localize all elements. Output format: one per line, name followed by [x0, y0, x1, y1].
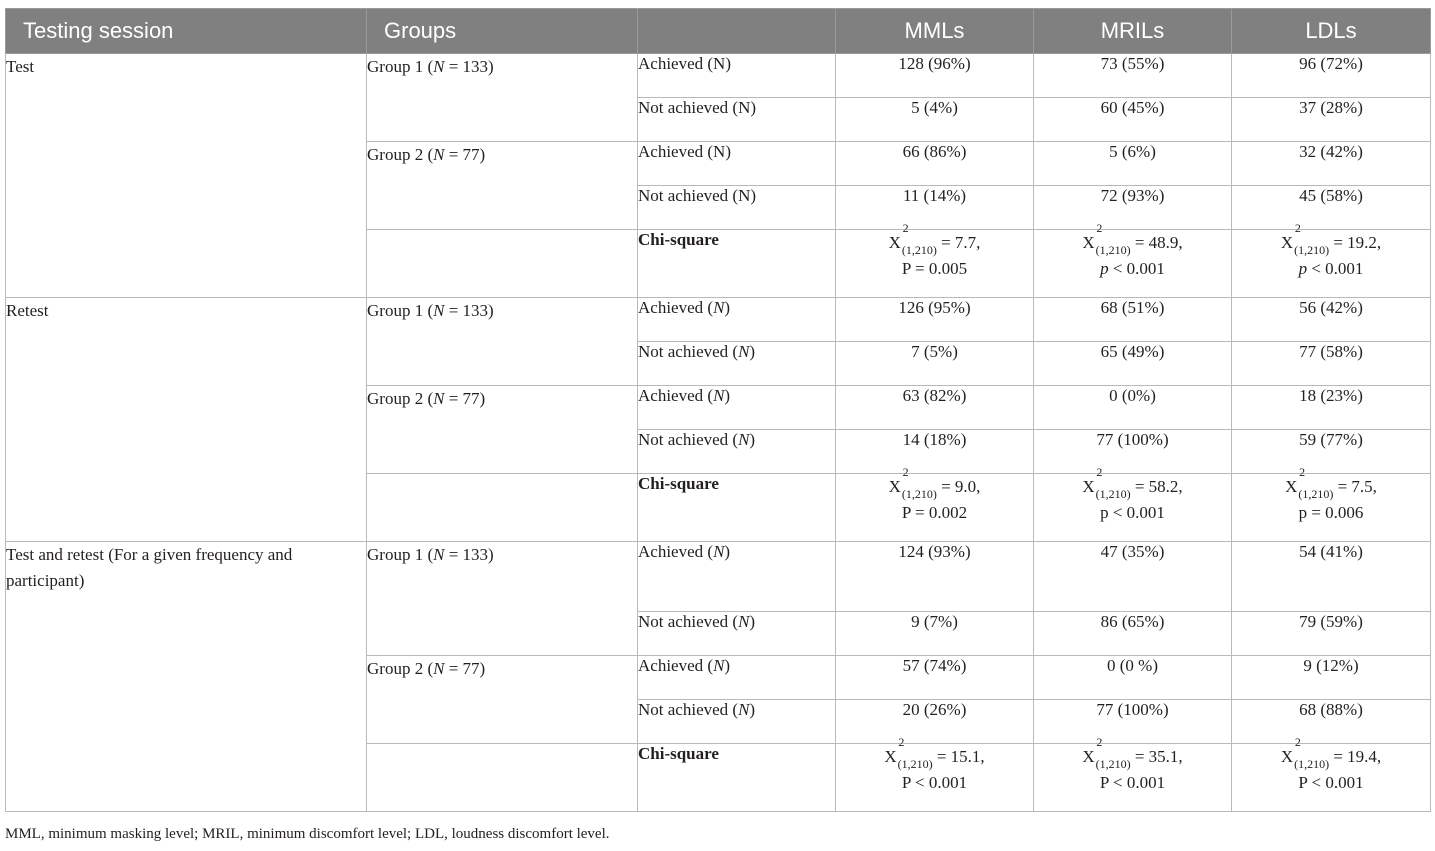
ldl-value: 9 (12%) — [1232, 656, 1431, 700]
mml-chi-square: X 2 $_{(1,210)}$ = 7.7, P = 0.005 — [836, 230, 1034, 298]
mril-value: 5 (6%) — [1034, 142, 1232, 186]
outcome-label: Not achieved (N) — [638, 186, 836, 230]
ldl-value: 77 (58%) — [1232, 342, 1431, 386]
ldl-value: 54 (41%) — [1232, 542, 1431, 612]
mril-chi-square: X 2 $_{(1,210)}$ = 35.1, P < 0.001 — [1034, 744, 1232, 812]
results-table — [5, 8, 1431, 812]
mril-value: 0 (0%) — [1034, 386, 1232, 430]
ldl-value: 18 (23%) — [1232, 386, 1431, 430]
mril-value: 68 (51%) — [1034, 298, 1232, 342]
mril-value: 65 (49%) — [1034, 342, 1232, 386]
ldl-value: 59 (77%) — [1232, 430, 1431, 474]
chi-square-label: Chi-square — [638, 744, 836, 812]
group-2-label: Group 2 (N = 77) — [367, 656, 638, 744]
ldl-chi-square: X 2 $_{(1,210)}$ = 19.4, P < 0.001 — [1232, 744, 1431, 812]
session-name-retest: Retest — [6, 298, 367, 542]
ldl-value: 68 (88%) — [1232, 700, 1431, 744]
col-header-blank — [638, 9, 836, 54]
ldl-chi-square: X 2 $_{(1,210)}$ = 19.2, p < 0.001 — [1232, 230, 1431, 298]
mml-value: 20 (26%) — [836, 700, 1034, 744]
outcome-label: Achieved (N) — [638, 656, 836, 700]
mml-chi-square: X 2 $_{(1,210)}$ = 15.1, P < 0.001 — [836, 744, 1034, 812]
mml-value: 128 (96%) — [836, 54, 1034, 98]
group-1-label: Group 1 (N = 133) — [367, 54, 638, 142]
outcome-label: Not achieved (N) — [638, 430, 836, 474]
mml-value: 63 (82%) — [836, 386, 1034, 430]
mril-value: 47 (35%) — [1034, 542, 1232, 612]
mril-chi-square: X 2 $_{(1,210)}$ = 58.2, p < 0.001 — [1034, 474, 1232, 542]
ldl-value: 79 (59%) — [1232, 612, 1431, 656]
session-name-test: Test — [6, 54, 367, 298]
mml-value: 57 (74%) — [836, 656, 1034, 700]
table-row — [6, 54, 1431, 98]
mril-value: 86 (65%) — [1034, 612, 1232, 656]
mml-value: 66 (86%) — [836, 142, 1034, 186]
mml-value: 11 (14%) — [836, 186, 1034, 230]
empty-cell — [367, 230, 638, 298]
mril-value: 73 (55%) — [1034, 54, 1232, 98]
table-row — [6, 298, 1431, 342]
empty-cell — [367, 744, 638, 812]
mml-value: 9 (7%) — [836, 612, 1034, 656]
mril-value: 60 (45%) — [1034, 98, 1232, 142]
mml-value: 124 (93%) — [836, 542, 1034, 612]
table-row — [6, 542, 1431, 612]
outcome-label: Achieved (N) — [638, 542, 836, 612]
mril-chi-square: X 2 $_{(1,210)}$ = 48.9, p < 0.001 — [1034, 230, 1232, 298]
col-header-groups: Groups — [367, 9, 638, 54]
session-name-test-and-retest: Test and retest (For a given frequency and participant) — [6, 542, 367, 812]
mril-value: 77 (100%) — [1034, 700, 1232, 744]
ldl-value: 37 (28%) — [1232, 98, 1431, 142]
header-row — [6, 9, 1431, 54]
outcome-label: Not achieved (N) — [638, 700, 836, 744]
ldl-value: 56 (42%) — [1232, 298, 1431, 342]
col-header-ldls: LDLs — [1232, 9, 1431, 54]
mril-value: 77 (100%) — [1034, 430, 1232, 474]
empty-cell — [367, 474, 638, 542]
col-header-mrils: MRILs — [1034, 9, 1232, 54]
chi-square-label: Chi-square — [638, 230, 836, 298]
chi-square-label: Chi-square — [638, 474, 836, 542]
outcome-label: Achieved (N) — [638, 298, 836, 342]
outcome-label: Not achieved (N) — [638, 612, 836, 656]
ldl-value: 96 (72%) — [1232, 54, 1431, 98]
group-2-label: Group 2 (N = 77) — [367, 386, 638, 474]
mml-value: 14 (18%) — [836, 430, 1034, 474]
group-1-label: Group 1 (N = 133) — [367, 542, 638, 656]
mml-chi-square: X 2 $_{(1,210)}$ = 9.0, P = 0.002 — [836, 474, 1034, 542]
outcome-label: Achieved (N) — [638, 54, 836, 98]
mml-value: 7 (5%) — [836, 342, 1034, 386]
ldl-chi-square: X 2 $_{(1,210)}$ = 7.5, p = 0.006 — [1232, 474, 1431, 542]
outcome-label: Achieved (N) — [638, 386, 836, 430]
group-2-label: Group 2 (N = 77) — [367, 142, 638, 230]
ldl-value: 32 (42%) — [1232, 142, 1431, 186]
col-header-testing-session: Testing session — [6, 9, 367, 54]
outcome-label: Not achieved (N) — [638, 342, 836, 386]
col-header-mmls: MMLs — [836, 9, 1034, 54]
group-1-label: Group 1 (N = 133) — [367, 298, 638, 386]
ldl-value: 45 (58%) — [1232, 186, 1431, 230]
table-footnote: MML, minimum masking level; MRIL, minimum discomfort level; LDL, loudness discomfort level. — [5, 826, 610, 842]
mml-value: 126 (95%) — [836, 298, 1034, 342]
mml-value: 5 (4%) — [836, 98, 1034, 142]
mril-value: 72 (93%) — [1034, 186, 1232, 230]
outcome-label: Achieved (N) — [638, 142, 836, 186]
outcome-label: Not achieved (N) — [638, 98, 836, 142]
mril-value: 0 (0 %) — [1034, 656, 1232, 700]
